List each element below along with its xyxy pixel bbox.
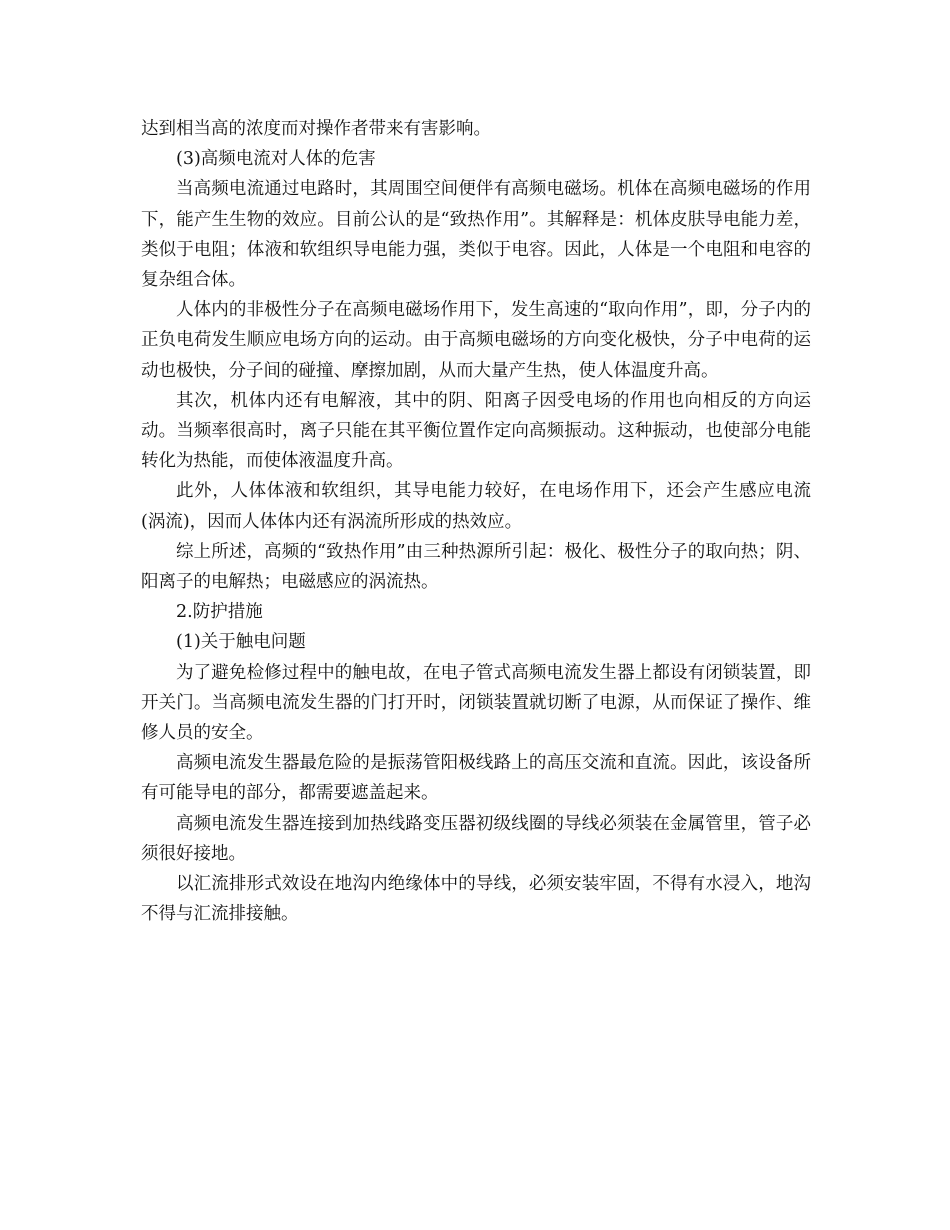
paragraph-interlock: 为了避免检修过程中的触电故，在电子管式高频电流发生器上都设有闭锁装置，即开关门。当高频电流发生器的门打开时，闭锁装置就切断了电源，从而保证了操作、维修人员的安全。 bbox=[141, 662, 811, 744]
heading-protective-measures: 2.防护措施 bbox=[176, 602, 263, 623]
subheading-high-frequency-hazard: (3)高频电流对人体的危害 bbox=[176, 149, 376, 170]
paragraph-metal-conduit: 高频电流发生器连接到加热线路变压器初级线圈的导线必须装在金属管里，管子必须很好接地。 bbox=[141, 813, 811, 864]
paragraph-electrolyte: 其次，机体内还有电解液，其中的阴、阳离子因受电场的作用也向相反的方向运动。当频率很高时，离子只能在其平衡位置作定向高频振动。这种振动，也使部分电能转化为热能，而使体液温度升高。 bbox=[141, 390, 811, 472]
paragraph-high-voltage: 高频电流发生器最危险的是振荡管阳极线路上的高压交流和直流。因此，该设备所有可能导电的部分，都需要遮盖起来。 bbox=[141, 753, 811, 804]
paragraph-eddy-current: 此外，人体体液和软组织，其导电能力较好，在电场作用下，还会产生感应电流(涡流)，因而人体体内还有涡流所形成的热效应。 bbox=[141, 481, 811, 532]
paragraph-summary: 综上所述，高频的“致热作用”由三种热源所引起：极化、极性分子的取向热；阴、阳离子的电解热；电磁感应的涡流热。 bbox=[141, 541, 811, 593]
subheading-electric-shock: (1)关于触电问题 bbox=[176, 632, 306, 653]
paragraph-continuation: 达到相当高的浓度而对操作者带来有害影响。 bbox=[141, 119, 491, 139]
document-page bbox=[141, 114, 811, 929]
paragraph-busbar-trench: 以汇流排形式效设在地沟内绝缘体中的导线，必须安装牢固，不得有水浸入，地沟不得与汇流排接触。 bbox=[141, 874, 811, 925]
paragraph-thermal-effect: 当高频电流通过电路时，其周围空间便伴有高频电磁场。机体在高频电磁场的作用下，能产生生物的效应。目前公认的是“致热作用”。其解释是：机体皮肤导电能力差，类似于电阻；体液和软组织导电能力强，类似于电容。因此，人体是一个电阻和电容的复杂组合体。 bbox=[141, 179, 811, 291]
paragraph-orientation-effect: 人体内的非极性分子在高频电磁场作用下，发生高速的“取向作用”，即，分子内的正负电荷发生顺应电场方向的运动。由于高频电磁场的方向变化极快，分子中电荷的运动也极快，分子间的碰撞、摩擦加剧，从而大量产生热，使人体温度升高。 bbox=[141, 300, 811, 381]
